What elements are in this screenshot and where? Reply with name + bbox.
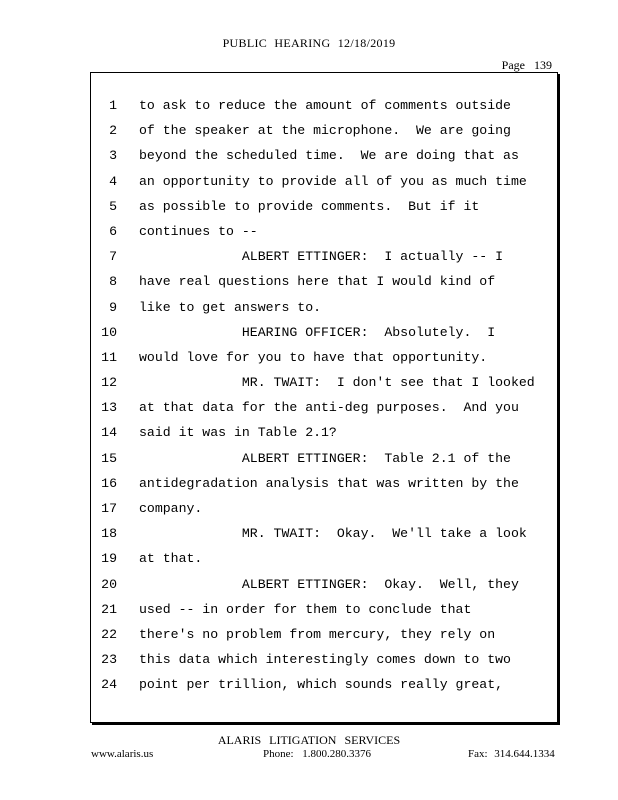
line-text: point per trillion, which sounds really great, [139,677,504,693]
line-number: 13 [101,400,117,416]
line-text: ALBERT ETTINGER: Table 2.1 of the [139,450,511,466]
transcript-line [91,647,557,672]
page-number: 139 [534,58,552,72]
line-number: 2 [109,123,117,139]
transcript-frame [90,72,558,723]
transcript-line [91,496,557,521]
line-number: 7 [109,249,117,265]
transcript-line [91,143,557,168]
footer-contact [0,748,618,764]
line-number: 11 [101,349,117,365]
transcript-line [91,597,557,622]
line-number: 23 [101,652,117,668]
footer-phone: Phone: 1.800.280.3376 [263,748,372,760]
line-number: 24 [101,677,117,693]
line-text: MR. TWAIT: I don't see that I looked [139,375,535,391]
line-number: 16 [101,475,117,491]
line-text: ALBERT ETTINGER: I actually -- I [139,249,504,265]
line-text: at that. [139,551,203,567]
transcript-line [91,269,557,294]
line-number: 12 [101,375,117,391]
line-text: HEARING OFFICER: Absolutely. I [139,324,496,340]
line-text: would love for you to have that opportunity. [139,349,488,365]
transcript-line [91,320,557,345]
line-text: said it was in Table 2.1? [139,425,337,441]
transcript-line [91,244,557,269]
line-text: company. [139,501,203,516]
transcript-line [91,93,557,118]
line-text: MR. TWAIT: Okay. We'll take a look [139,526,527,542]
transcript-line [91,546,557,571]
line-number: 22 [101,626,117,642]
line-text: an opportunity to provide all of you as much time [139,173,527,189]
transcript-line [91,622,557,647]
transcript-line [91,471,557,496]
transcript-line [91,345,557,370]
line-number: 8 [109,274,117,290]
line-number: 4 [109,173,117,189]
line-text: like to get answers to. [139,299,322,315]
transcript-line [91,118,557,143]
page-label: Page [501,58,525,72]
line-text: to ask to reduce the amount of comments outside [139,98,511,113]
line-text: antidegradation analysis that was written by the [139,475,519,491]
transcript-line [91,194,557,219]
line-text: as possible to provide comments. But if it [139,198,480,214]
line-text: continues to -- [139,223,258,239]
line-number: 15 [101,450,117,466]
transcript-line [91,395,557,420]
line-number: 18 [101,526,117,542]
transcript-line [91,521,557,546]
transcript-line [91,572,557,597]
line-number: 14 [101,425,117,441]
line-number: 9 [109,299,117,315]
line-text: there's no problem from mercury, they rely on [139,626,496,642]
line-number: 6 [109,223,117,239]
line-number: 10 [101,324,117,340]
line-text: used -- in order for them to conclude that [139,601,472,617]
line-number: 19 [101,551,117,567]
line-number: 5 [109,198,117,214]
footer-website[interactable]: www.alaris.us [91,748,154,760]
line-number: 20 [101,576,117,592]
line-text: this data which interestingly comes down to two [139,652,511,668]
transcript-line [91,420,557,445]
line-number: 1 [109,98,117,113]
transcript-line [91,295,557,320]
line-text: at that data for the anti-deg purposes. And you [139,400,519,416]
line-text: ALBERT ETTINGER: Okay. Well, they [139,576,519,592]
transcript-line [91,672,557,697]
line-text: beyond the scheduled time. We are doing that as [139,148,519,164]
footer-fax: Fax: 314.644.1334 [468,748,555,760]
line-number: 21 [101,601,117,617]
header-title: PUBLIC HEARING 12/18/2019 [222,36,396,50]
line-number: 3 [109,148,117,164]
footer-company: ALARIS LITIGATION SERVICES [217,733,401,747]
transcript-line [91,219,557,244]
transcript-line [91,169,557,194]
page-number-label [502,58,552,73]
transcript-line [91,370,557,395]
transcript-lines [91,93,557,698]
transcript-line [91,446,557,471]
line-text: of the speaker at the microphone. We are going [139,123,511,139]
line-number: 17 [101,501,117,516]
line-text: have real questions here that I would kind of [139,274,496,290]
